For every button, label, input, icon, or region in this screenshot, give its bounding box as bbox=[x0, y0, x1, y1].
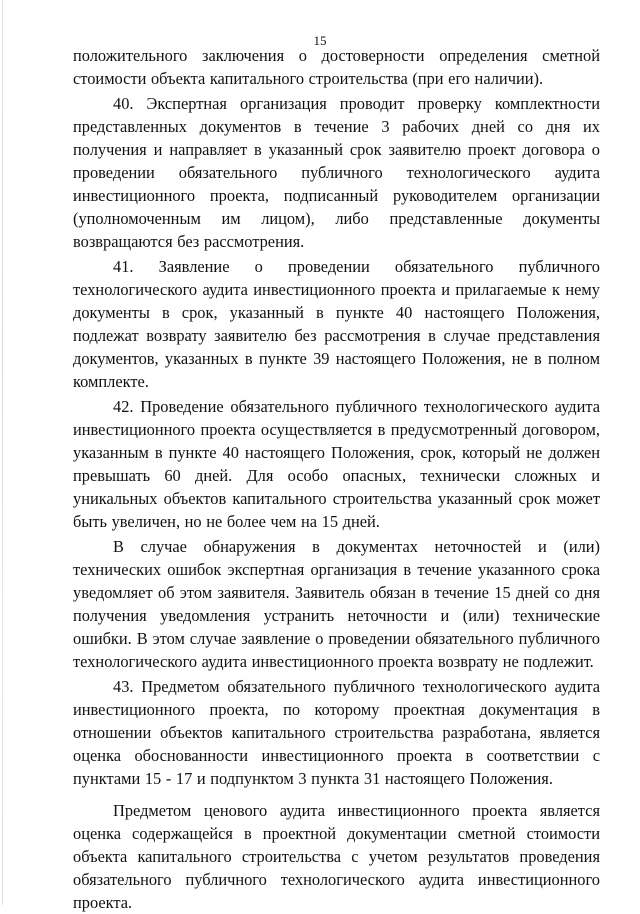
paragraph-40: 40. Экспертная организация проводит проверку комплектности представленных документов в течение 3 рабочих дней со дня их получения и направляет в указанный срок заявителю проект договора о проведении обязательного публичного технологического аудита инвестиционного проекта, подписанный руководителем организации (уполномоченным им лицом), либо представленные документы возвращаются без рассмотрения. bbox=[73, 94, 600, 251]
paragraph-continuation: положительного заключения о достоверности определения сметной стоимости объекта капитального строительства (при его наличии). bbox=[73, 46, 600, 88]
page-number: 15 bbox=[313, 33, 327, 48]
paragraph-43: 43. Предметом обязательного публичного технологического аудита инвестиционного проекта, по которому проектная документация в отношении объектов капитального строительства разработана, является оценка обоснованности инвестиционного проекта в соответствии с пунктами 15 - 17 и подпунктом 3 пункта 31 настоящего Положения. bbox=[73, 677, 600, 788]
paragraph-41: 41. Заявление о проведении обязательного публичного технологического аудита инвестиционного проекта и прилагаемые к нему документы в срок, указанный в пункте 40 настоящего Положения, подлежат возврату заявителю без рассмотрения в случае представления документов, указанных в пункте 39 настоящего Положения, не в полном комплекте. bbox=[73, 257, 600, 391]
paragraph-42-continued: В случае обнаружения в документах неточностей и (или) технических ошибок экспертная организация в течение указанного срока уведомляет об этом заявителя. Заявитель обязан в течение 15 дней со дня получения уведомления устранить неточности и (или) технические ошибки. В этом случае заявление о проведении обязательного публичного технологического аудита инвестиционного проекта возврату не подлежит. bbox=[73, 537, 600, 671]
paragraph-43-continued: Предметом ценового аудита инвестиционного проекта является оценка содержащейся в проектной документации сметной стоимости объекта капитального строительства с учетом результатов проведения обязательного публичного технологического аудита инвестиционного проекта. bbox=[73, 801, 600, 912]
scan-edge bbox=[2, 0, 3, 905]
document-body bbox=[73, 44, 600, 914]
paragraph-42: 42. Проведение обязательного публичного технологического аудита инвестиционного проекта осуществляется в предусмотренный договором, указанным в пункте 40 настоящего Положения, срок, который не должен превышать 60 дней. Для особо опасных, технически сложных и уникальных объектов капитального строительства указанный срок может быть увеличен, но не более чем на 15 дней. bbox=[73, 397, 600, 531]
